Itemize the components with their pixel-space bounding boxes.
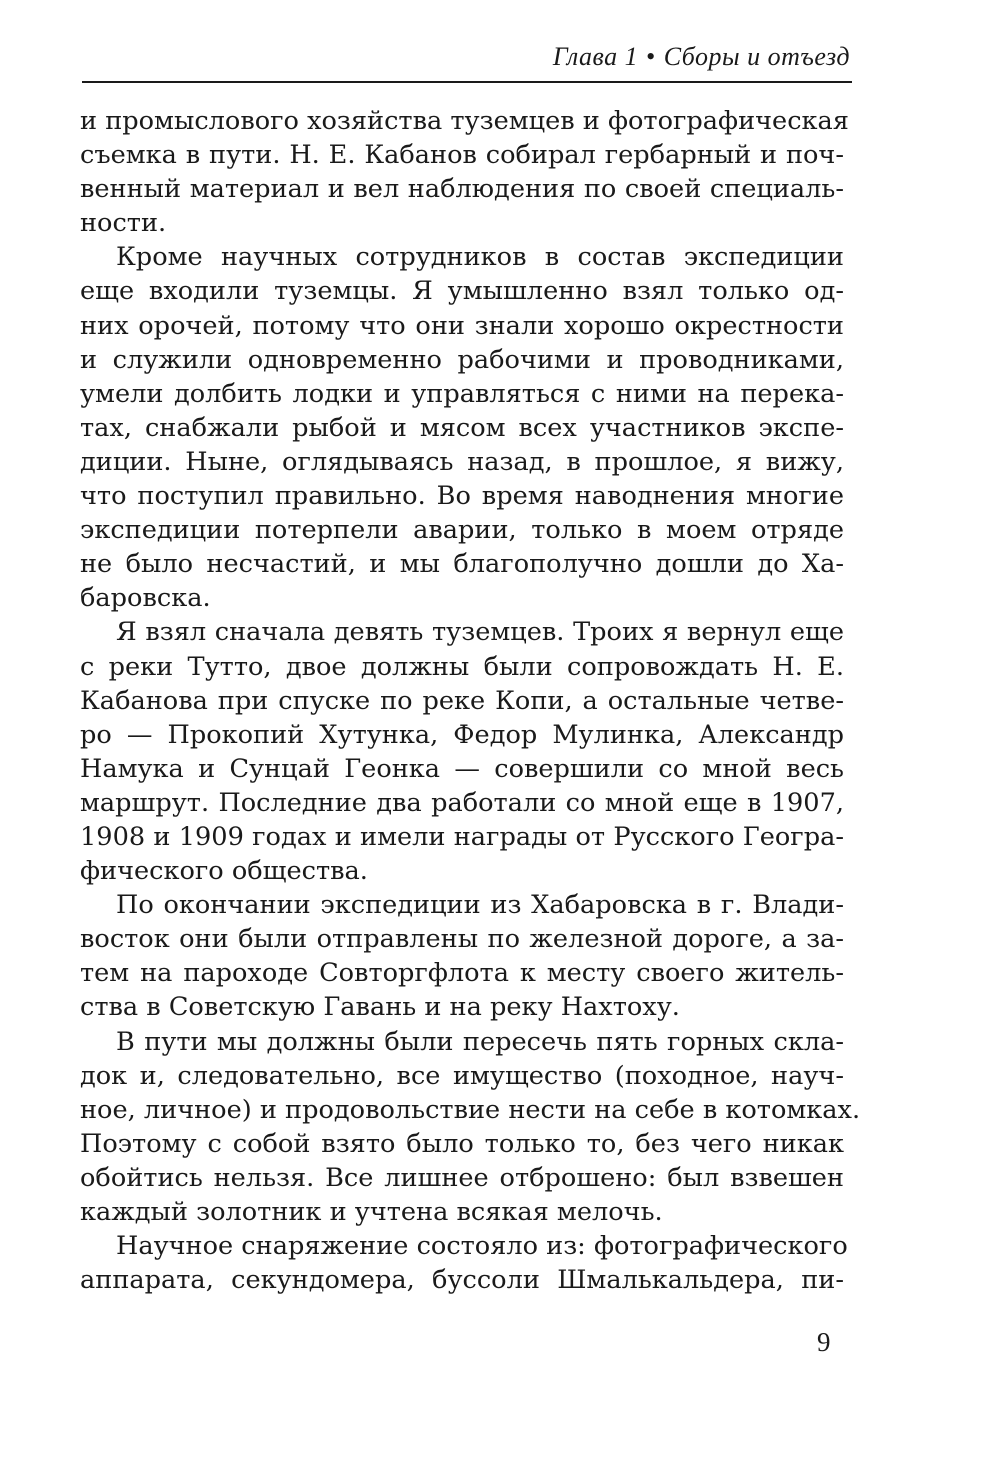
paragraph — [80, 240, 844, 615]
text-line: восток они были отправлены по железной дороге, а за- — [80, 924, 844, 955]
text-line: и служили одновременно рабочими и проводниками, — [80, 344, 844, 375]
text-line: Научное снаряжение состояло из: фотографического — [116, 1231, 848, 1262]
page-number: 9 — [817, 1327, 831, 1357]
text-line: венный материал и вел наблюдения по своей специаль- — [80, 174, 844, 205]
paragraph — [80, 1025, 861, 1230]
paragraph — [80, 104, 849, 240]
body-text — [80, 104, 861, 1297]
text-line: В пути мы должны были пересечь пять горных скла- — [116, 1026, 844, 1057]
text-line: Кроме научных сотрудников в состав экспедиции — [116, 242, 844, 273]
text-line: баровска. — [80, 583, 211, 614]
text-line: Поэтому с собой взято было только то, без чего никак — [80, 1128, 844, 1159]
running-header — [553, 42, 850, 72]
header-rule — [82, 81, 852, 83]
text-line: тем на пароходе Совторгфлота к месту своего житель- — [80, 958, 844, 989]
header-separator: • — [646, 42, 656, 71]
text-line: маршрут. Последние два работали со мной еще в 1907, — [80, 787, 844, 818]
text-line: фического общества. — [80, 856, 368, 887]
paragraph — [80, 615, 844, 888]
paragraph — [80, 888, 844, 1024]
text-line: Кабанова при спуске по реке Копи, а остальные четве- — [80, 685, 844, 716]
text-line: что поступил правильно. Во время наводнения многие — [80, 481, 844, 512]
text-line: тах, снабжали рыбой и мясом всех участников экспе- — [80, 412, 844, 443]
text-line: аппарата, секундомера, буссоли Шмалькальдера, пи- — [80, 1265, 844, 1296]
text-line: ности. — [80, 208, 167, 239]
text-line: с реки Тутто, двое должны были сопровождать Н. Е. — [80, 651, 844, 682]
text-line: диции. Ныне, оглядываясь назад, в прошлое, я вижу, — [80, 446, 844, 477]
chapter-label: Глава 1 — [552, 42, 639, 71]
chapter-title: Сборы и отъезд — [663, 42, 850, 71]
text-line: съемка в пути. Н. Е. Кабанов собирал гербарный и поч- — [80, 140, 844, 171]
text-line: ства в Советскую Гавань и на реку Нахтоху. — [80, 992, 680, 1023]
text-line: не было несчастий, и мы благополучно дошли до Ха- — [80, 549, 844, 580]
text-line: экспедиции потерпели аварии, только в моем отряде — [80, 515, 844, 546]
text-line: и промыслового хозяйства туземцев и фотографическая — [80, 106, 849, 136]
text-line: ное, личное) и продовольствие нести на себе в котомках. — [80, 1094, 861, 1125]
text-line: каждый золотник и учтена всякая мелочь. — [80, 1197, 663, 1227]
text-line: умели долбить лодки и управляться с ними на перека- — [80, 378, 844, 409]
text-line: 1908 и 1909 годах и имели награды от Русского Геогра- — [80, 821, 844, 852]
text-line: ро — Прокопий Хутунка, Федор Мулинка, Александр — [80, 719, 844, 750]
text-line: обойтись нельзя. Все лишнее отброшено: был взвешен — [80, 1162, 844, 1193]
text-line: По окончании экспедиции из Хабаровска в г. Влади- — [116, 890, 844, 921]
text-line: еще входили туземцы. Я умышленно взял только од- — [80, 276, 844, 307]
text-line: Я взял сначала девять туземцев. Троих я вернул еще — [116, 617, 844, 648]
paragraph — [80, 1229, 848, 1297]
text-line: Намука и Сунцай Геонка — совершили со мной весь — [80, 753, 844, 784]
text-line: док и, следовательно, все имущество (походное, науч- — [80, 1060, 844, 1091]
text-line: них орочей, потому что они знали хорошо окрестности — [80, 310, 844, 341]
